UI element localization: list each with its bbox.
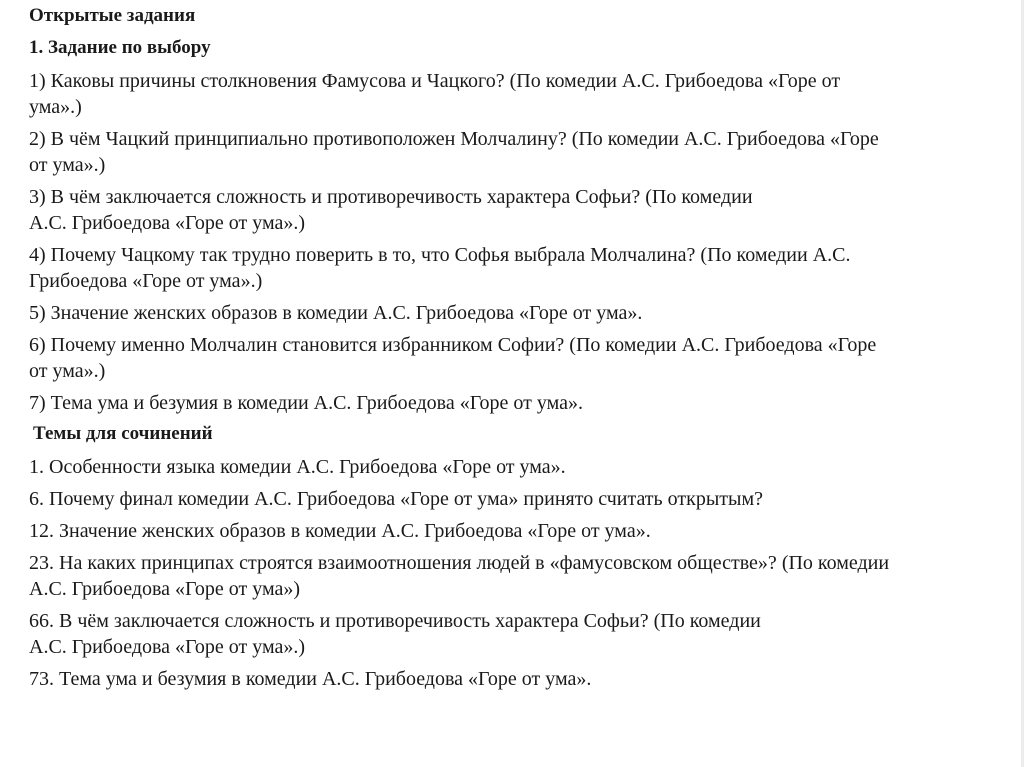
list-item: 4) Почему Чацкому так трудно поверить в то, что Софья выбрала Молчалина? (По комедии А.С. Грибоедова «Горе от ума».) <box>29 244 851 292</box>
list-item: 73. Тема ума и безумия в комедии А.С. Грибоедова «Горе от ума». <box>29 668 592 690</box>
list-item: 5) Значение женских образов в комедии А.С. Грибоедова «Горе от ума». <box>29 302 643 324</box>
list-item: 7) Тема ума и безумия в комедии А.С. Грибоедова «Горе от ума». <box>29 392 583 414</box>
list-item: 2) В чём Чацкий принципиально противоположен Молчалину? (По комедии А.С. Грибоедова «Горе от ума».) <box>29 128 879 176</box>
list-item: 1. Особенности языка комедии А.С. Грибоедова «Горе от ума». <box>29 456 566 478</box>
list-item: 3) В чём заключается сложность и противоречивость характера Софьи? (По комедии А.С. Грибоедова «Горе от ума».) <box>29 186 753 234</box>
list-item: 6. Почему финал комедии А.С. Грибоедова «Горе от ума» принято считать открытым? <box>29 488 764 510</box>
document-title: Открытые задания <box>29 5 196 26</box>
list-item: 66. В чём заключается сложность и противоречивость характера Софьи? (По комедии А.С. Грибоедова «Горе от ума».) <box>29 610 761 658</box>
list-item: 6) Почему именно Молчалин становится избранником Софии? (По комедии А.С. Грибоедова «Горе от ума».) <box>29 334 877 382</box>
list-item: 23. На каких принципах строятся взаимоотношения людей в «фамусовском обществе»? (По комедии А.С. Грибоедова «Горе от ума») <box>29 552 890 600</box>
section-heading-essay-topics: Темы для сочинений <box>33 423 213 444</box>
list-item: 12. Значение женских образов в комедии А.С. Грибоедова «Горе от ума». <box>29 520 651 542</box>
list-item: 1) Каковы причины столкновения Фамусова и Чацкого? (По комедии А.С. Грибоедова «Горе от ума».) <box>29 70 841 118</box>
section-heading-choice-task: 1. Задание по выбору <box>29 37 211 58</box>
